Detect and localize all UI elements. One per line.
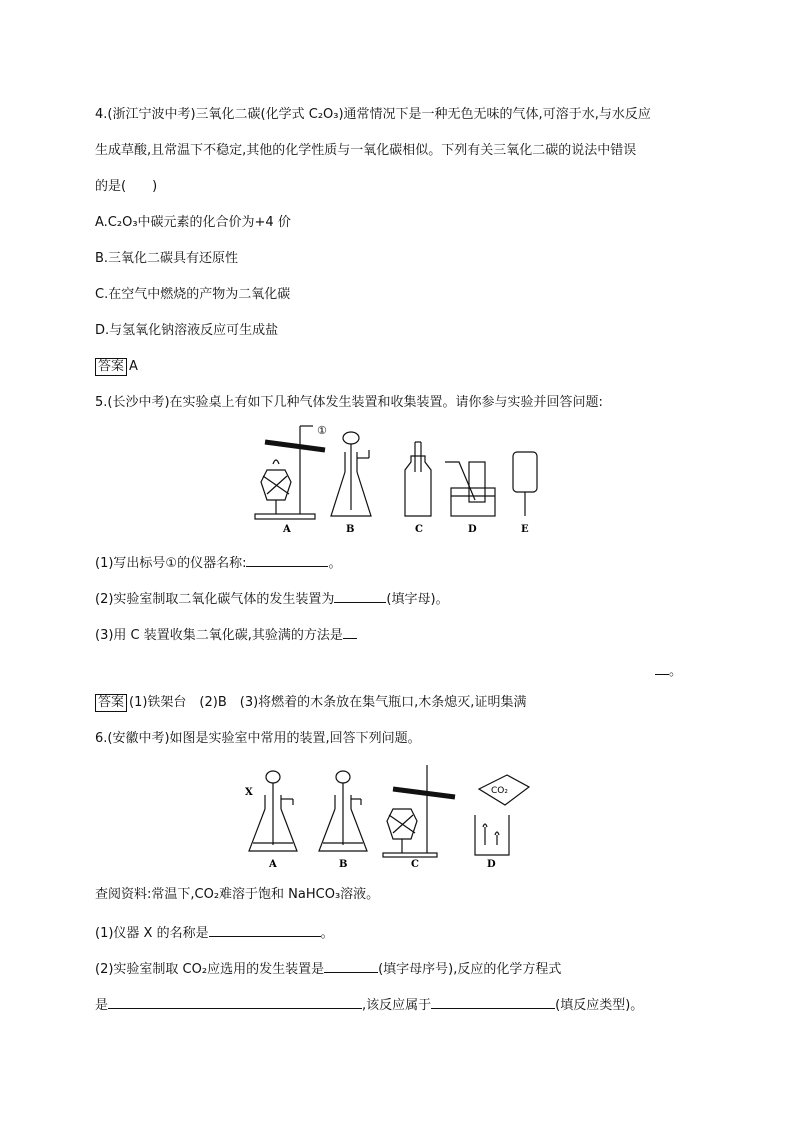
q6-sub1-end: 。 (320, 926, 334, 941)
jar-e (513, 452, 537, 492)
q4-option-a: A.C₂O₃中碳元素的化合价为+4 价 (95, 215, 291, 230)
q5-sub1-row (95, 552, 341, 573)
beaker-d (475, 815, 509, 855)
q5-sub1: (1)写出标号①的仪器名称: (95, 556, 247, 571)
q4-option-b: B.三氧化二碳具有还原性 (95, 251, 239, 266)
q5-sub3-end: 。 (669, 664, 683, 679)
fig6-co2-label: CO₂ (491, 786, 508, 796)
fig5-label-e: E (521, 524, 529, 532)
q5-answer-row (95, 694, 526, 712)
q4-answer-label: 答案 (95, 358, 127, 376)
q6-sub1-row (95, 922, 334, 943)
funnel-b (343, 432, 359, 444)
q5-sub3: (3)用 C 装置收集二氧化碳,其验满的方法是 (95, 628, 343, 643)
q5-sub1-blank (246, 552, 328, 567)
q4-answer-row (95, 358, 138, 376)
q4-line1: 4.(浙江宁波中考)三氧化二碳(化学式 C₂O₃)通常情况下是一种无色无味的气体,可溶于水,与水反应 (95, 107, 651, 122)
q6-sub2-blank (324, 958, 378, 973)
q4-answer: A (129, 359, 138, 374)
q6-sub2-line2-start: 是 (95, 998, 109, 1013)
q5-apparatus-figure (245, 422, 565, 532)
q5-sub2-blank (334, 588, 386, 603)
fig5-marker: ① (317, 424, 327, 437)
fig6-label-d: D (487, 859, 496, 870)
q5-sub3-blank-2 (655, 660, 669, 675)
q4-line3: 的是( ) (95, 179, 158, 194)
q6-sub2-row (95, 958, 561, 979)
test-tube-c (393, 789, 455, 797)
q6-sub2: (2)实验室制取 CO₂应选用的发生装置是 (95, 962, 325, 977)
fig5-label-d: D (468, 524, 477, 532)
q5-sub2: (2)实验室制取二氧化碳气体的发生装置为 (95, 592, 335, 607)
q6-sub1: (1)仪器 X 的名称是 (95, 926, 209, 941)
q6-info: 查阅资料:常温下,CO₂难溶于饱和 NaHCO₃溶液。 (95, 887, 380, 902)
stand-c-base (383, 853, 437, 857)
stand-a-base (255, 514, 315, 519)
q5-answer: (1)铁架台 (2)B (3)将燃着的木条放在集气瓶口,木条熄灭,证明集满 (129, 695, 527, 710)
q6-sub1-blank (209, 922, 321, 937)
q5-answer-label: 答案 (95, 694, 127, 712)
q6-apparatus-figure (243, 765, 553, 870)
q6-sub2-line2-mid: ,该反应属于 (362, 998, 432, 1013)
bottle-c (405, 456, 431, 516)
q6-sub2-line2-end: (填反应类型)。 (555, 998, 644, 1013)
q5-sub3-row (95, 624, 357, 645)
q5-sub3-blank (343, 624, 357, 639)
fig5-label-b: B (346, 524, 355, 532)
fig5-label-a: A (283, 524, 291, 532)
fig6-label-b: B (339, 859, 348, 870)
fig6-label-c: C (411, 859, 419, 870)
q6-sub2-mid: (填字母序号),反应的化学方程式 (378, 962, 562, 977)
q5-sub2-row (95, 588, 449, 609)
q5-stem: 5.(长沙中考)在实验桌上有如下几种气体发生装置和收集装置。请你参与实验并回答问题: (95, 395, 603, 410)
q5-sub1-end: 。 (328, 556, 342, 571)
test-tube-a (265, 442, 325, 450)
q4-option-d: D.与氢氧化钠溶液反应可生成盐 (95, 323, 279, 338)
q6-equation-blank (108, 994, 362, 1009)
q6-reaction-type-blank (431, 994, 555, 1009)
fig5-label-c: C (415, 524, 423, 532)
q5-sub2-end: (填字母)。 (386, 592, 449, 607)
q5-sub3-cont (655, 660, 682, 681)
q4-line2: 生成草酸,且常温下不稳定,其他的化学性质与一氧化碳相似。下列有关三氧化二碳的说法中错误 (95, 143, 637, 158)
fig6-label-a: A (269, 859, 277, 870)
fig6-x-label: X (245, 787, 253, 798)
q6-sub2-line2 (95, 994, 643, 1015)
q6-stem: 6.(安徽中考)如图是实验室中常用的装置,回答下列问题。 (95, 731, 421, 746)
q4-option-c: C.在空气中燃烧的产物为二氧化碳 (95, 287, 291, 302)
